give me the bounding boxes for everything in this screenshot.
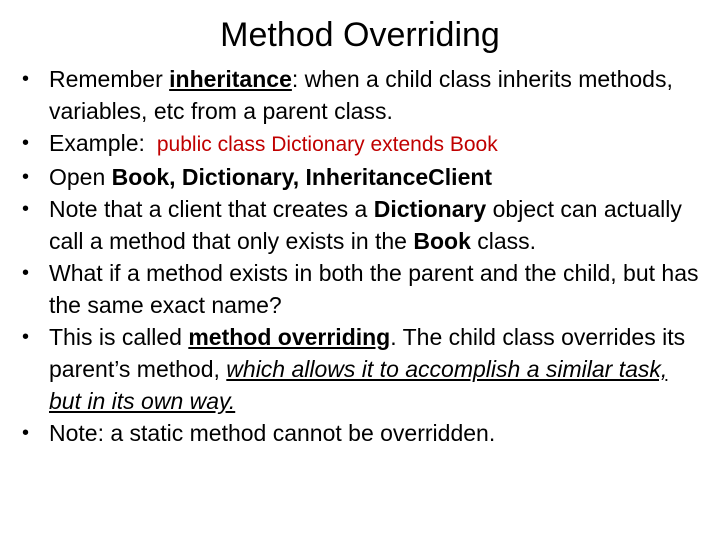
bullet-dot: •: [22, 198, 30, 220]
bullet-static-note: • Note: a static method cannot be overridden.: [22, 417, 702, 449]
bullet-dot: •: [22, 132, 30, 154]
bullet-dot: •: [22, 68, 30, 90]
term-dictionary: Dictionary: [373, 196, 487, 222]
term-inheritance: inheritance: [169, 66, 292, 92]
slide-title: Method Overriding: [220, 16, 500, 54]
bullet-client-note: • Note that a client that creates a Dictionary object can actually call a method that only exists in the Book class.: [22, 193, 702, 257]
file-names: Book, Dictionary, InheritanceClient: [111, 164, 493, 190]
bullet-dot: •: [22, 166, 30, 188]
bullet-list: [22, 63, 702, 449]
bullet-question: • What if a method exists in both the parent and the child, but has the same exact name?: [22, 257, 702, 321]
bullet-open-files: • Open Book, Dictionary, InheritanceClient: [22, 161, 702, 193]
bullet-dot: •: [22, 422, 30, 444]
bullet-dot: •: [22, 262, 30, 284]
bullet-inheritance: • Remember inheritance: when a child class inherits methods, variables, etc from a parent class.: [22, 63, 702, 127]
term-method-overriding: method overriding: [188, 324, 391, 350]
bullet-overriding: • This is called method overriding. The child class overrides its parent’s method, which allows it to accomplish a similar task, but in its own way.: [22, 321, 702, 417]
code-snippet: public class Dictionary extends Book: [156, 133, 498, 156]
bullet-dot: •: [22, 326, 30, 348]
overriding-explanation: which allows it to accomplish a similar task, but in its own way.: [49, 356, 668, 414]
bullet-example: • Example: public class Dictionary extends Book: [22, 127, 702, 161]
term-book: Book: [413, 228, 471, 254]
